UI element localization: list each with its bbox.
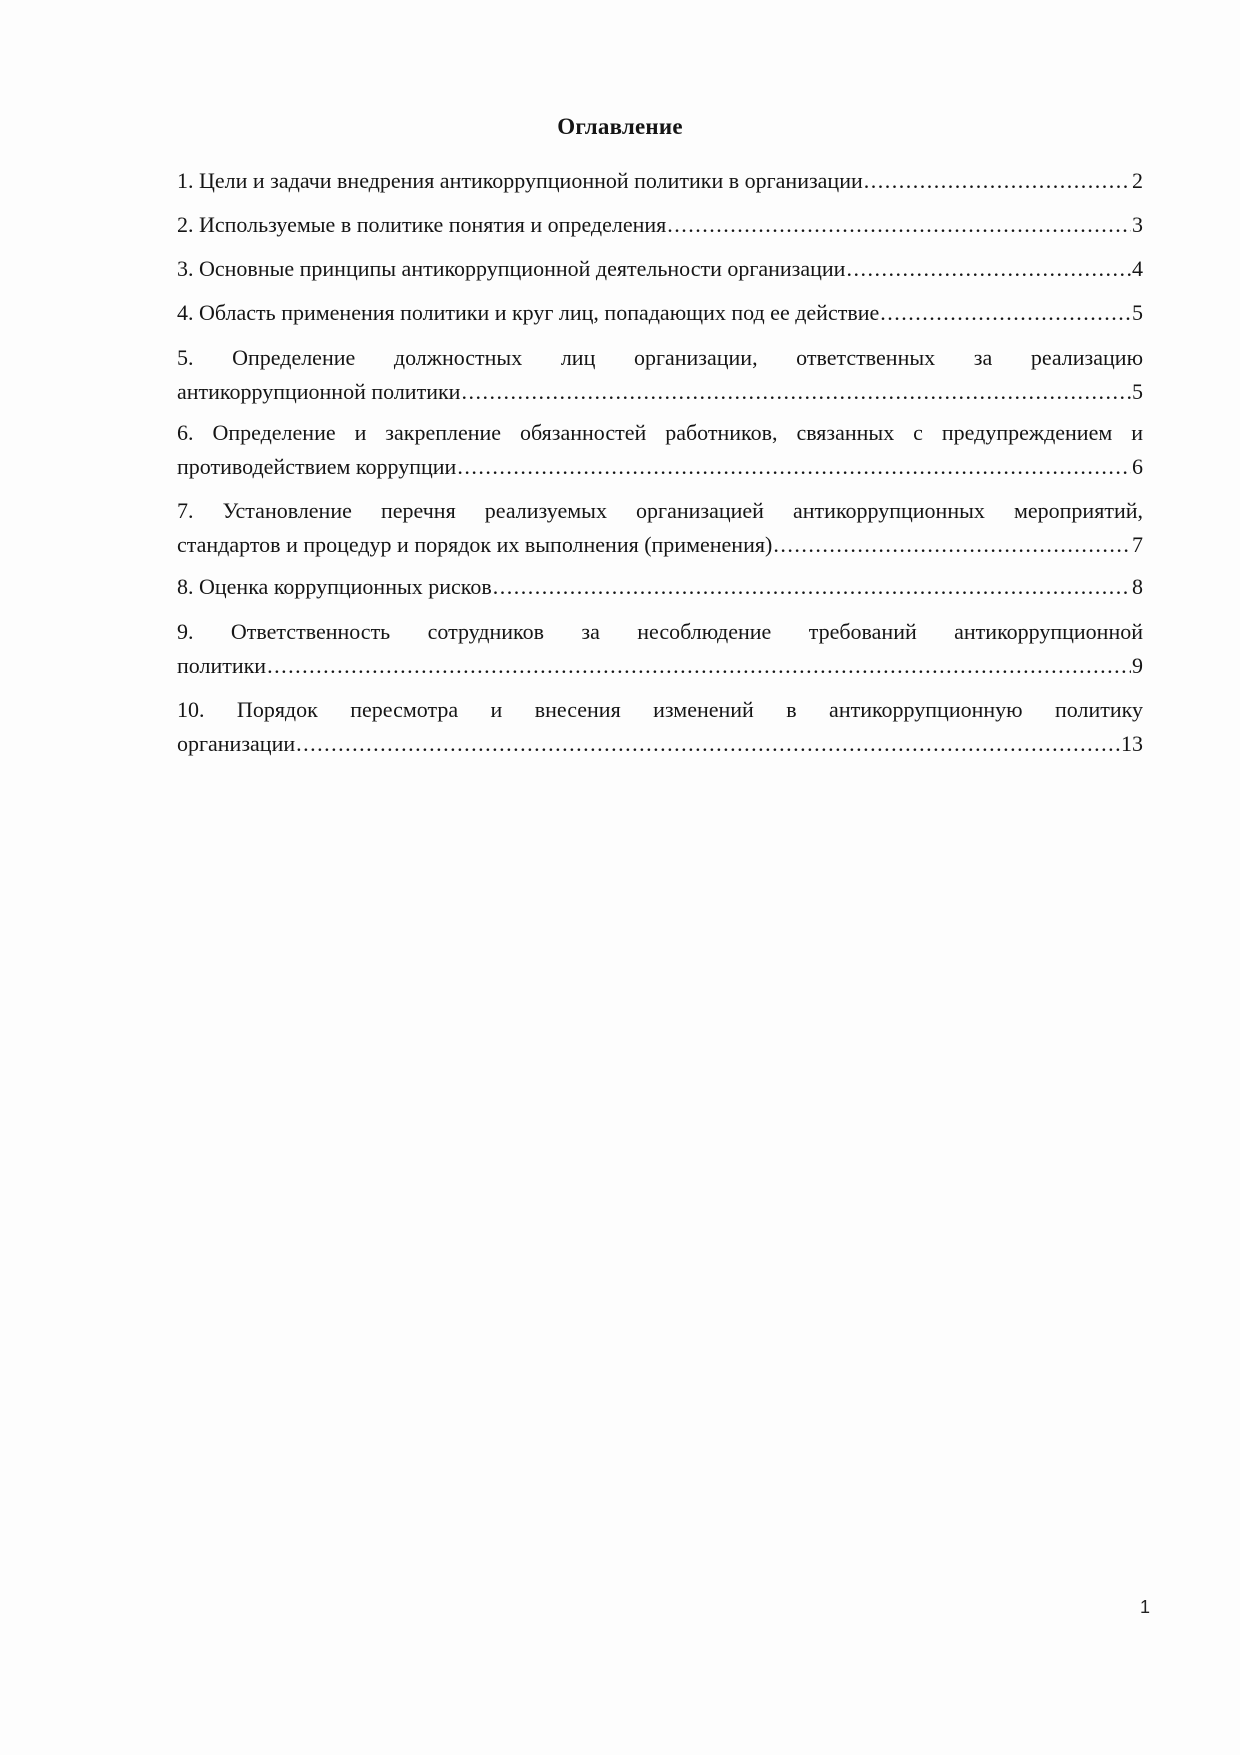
toc-entry-line [177, 164, 1143, 198]
toc-entry-text: 5. Определение должностных лиц организации, ответственных за реализацию [177, 345, 1143, 370]
dot-leader [864, 164, 1131, 198]
dot-leader [880, 296, 1131, 330]
dot-leader [461, 375, 1131, 409]
toc-entry-line [177, 649, 1143, 683]
toc-entry-line [177, 252, 1143, 286]
toc-entry-text-cont: организации [177, 731, 296, 756]
dot-leader [773, 528, 1131, 562]
toc-page-number: 4 [1132, 256, 1143, 281]
toc-entry-text: 8. Оценка коррупционных рисков [177, 574, 492, 599]
toc-entry-text: 1. Цели и задачи внедрения антикоррупционной политики в организации [177, 168, 863, 193]
toc-entry-text: 6. Определение и закрепление обязанностей работников, связанных с предупреждением и [177, 420, 1143, 445]
toc-entry-9[interactable] [177, 615, 1143, 683]
toc-page-number: 8 [1132, 574, 1143, 599]
toc-page-number: 13 [1121, 731, 1143, 756]
toc-page-number: 7 [1132, 532, 1143, 557]
toc-entry-7[interactable] [177, 494, 1143, 562]
toc-entry-line [177, 450, 1143, 484]
toc-entry-text-cont: антикоррупционной политики [177, 379, 461, 404]
page-number: 1 [1140, 1597, 1151, 1617]
toc-entry-text: 7. Установление перечня реализуемых организацией антикоррупционных мероприятий, [177, 498, 1143, 523]
dot-leader [296, 727, 1120, 761]
toc-entry-line [177, 528, 1143, 562]
toc-entry-8[interactable] [177, 570, 1143, 604]
toc-entry-text: 2. Используемые в политике понятия и определения [177, 212, 667, 237]
toc-page-number: 5 [1132, 300, 1143, 325]
toc-entry-6[interactable] [177, 416, 1143, 484]
toc-entry-text: 4. Область применения политики и круг лиц, попадающих под ее действие [177, 300, 880, 325]
toc-entry-text: 10. Порядок пересмотра и внесения изменений в антикоррупционную политику [177, 697, 1143, 722]
toc-entry-1[interactable] [177, 164, 1143, 198]
toc-page-number: 6 [1132, 454, 1143, 479]
dot-leader [493, 570, 1131, 604]
dot-leader [267, 649, 1131, 683]
toc-page-number: 5 [1132, 379, 1143, 404]
toc-entry-text-cont: политики [177, 653, 267, 678]
toc-entry-line [177, 208, 1143, 242]
toc-entry-text: 3. Основные принципы антикоррупционной деятельности организации [177, 256, 846, 281]
toc-page-number: 3 [1132, 212, 1143, 237]
dot-leader [457, 450, 1131, 484]
toc-entry-text-cont: стандартов и процедур и порядок их выполнения (применения) [177, 532, 773, 557]
toc-entry-text: 9. Ответственность сотрудников за несоблюдение требований антикоррупционной [177, 619, 1143, 644]
toc-page-number: 9 [1132, 653, 1143, 678]
toc-entry-5[interactable] [177, 341, 1143, 409]
toc-entry-10[interactable] [177, 693, 1143, 761]
toc-entry-2[interactable] [177, 208, 1143, 242]
toc-entry-3[interactable] [177, 252, 1143, 286]
toc-entry-4[interactable] [177, 296, 1143, 330]
dot-leader [846, 252, 1131, 286]
toc-title: Оглавление [557, 114, 683, 139]
toc-page-number: 2 [1132, 168, 1143, 193]
toc-entry-text-cont: противодействием коррупции [177, 454, 457, 479]
toc-entry-line [177, 727, 1143, 761]
toc-entry-line [177, 296, 1143, 330]
dot-leader [667, 208, 1131, 242]
toc-entry-line [177, 375, 1143, 409]
toc-entry-line [177, 570, 1143, 604]
